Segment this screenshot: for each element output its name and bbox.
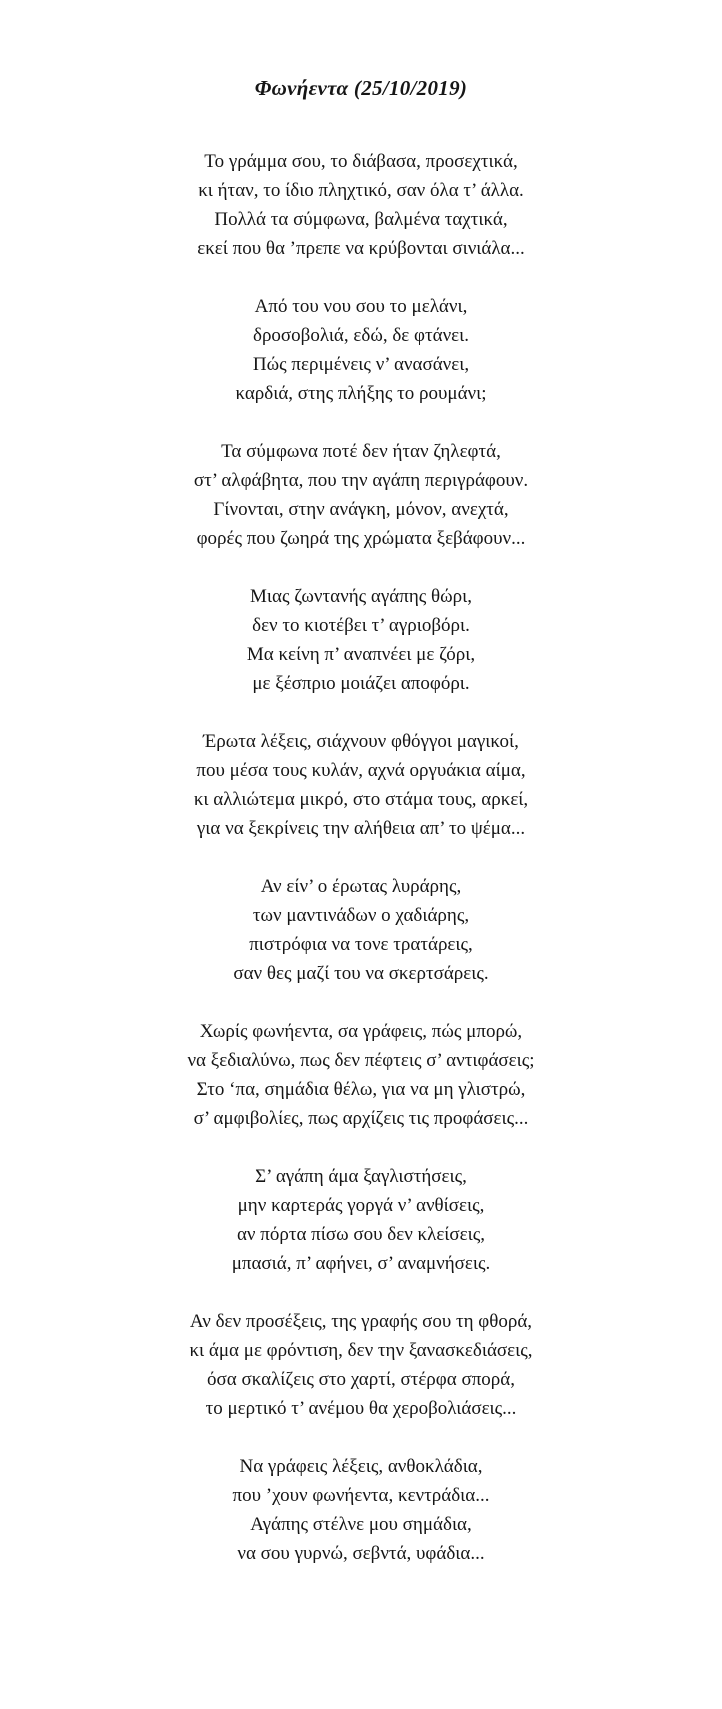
poem-line: που μέσα τους κυλάν, αχνά οργυάκια αίμα, (196, 760, 526, 781)
poem-line: με ξέσπριο μοιάζει αποφόρι. (252, 673, 470, 694)
stanza-7 (0, 1017, 722, 1133)
poem-line: δροσοβολιά, εδώ, δε φτάνει. (253, 325, 469, 346)
poem-line: Από του νου σου το μελάνι, (254, 296, 468, 317)
stanza-6 (0, 872, 722, 988)
poem-line: κι ήταν, το ίδιο πληχτικό, σαν όλα τ’ άλλα. (198, 180, 524, 201)
poem-line: Έρωτα λέξεις, σιάχνουν φθόγγοι μαγικοί, (203, 731, 519, 752)
poem-line: Γίνονται, στην ανάγκη, μόνον, ανεχτά, (213, 499, 509, 520)
stanza-10 (0, 1452, 722, 1568)
poem-line: μην καρτεράς γοργά ν’ ανθίσεις, (237, 1195, 485, 1216)
stanza-2 (0, 292, 722, 408)
poem-line: κι αλλιώτεμα μικρό, στο στάμα τους, αρκεί, (193, 789, 529, 810)
poem-line: μπασιά, π’ αφήνει, σ’ αναμνήσεις. (231, 1253, 491, 1274)
poem-line: Αν δεν προσέξεις, της γραφής σου τη φθορά, (189, 1311, 533, 1332)
poem-line: φορές που ζωηρά της χρώματα ξεβάφουν... (196, 528, 526, 549)
poem-line: Αγάπης στέλνε μου σημάδια, (250, 1514, 472, 1535)
stanza-3 (0, 437, 722, 553)
poem-line: Στο ‘πα, σημάδια θέλω, για να μη γλιστρώ, (196, 1079, 526, 1100)
poem-title: Φωνήεντα (25/10/2019) (254, 76, 468, 100)
poem-line: για να ξεκρίνεις την αλήθεια απ’ το ψέμα... (196, 818, 526, 839)
poem-line: σαν θες μαζί του να σκερτσάρεις. (233, 963, 489, 984)
poem-line: δεν το κιοτέβει τ’ αγριοβόρι. (252, 615, 470, 636)
poem-line: Τα σύμφωνα ποτέ δεν ήταν ζηλεφτά, (221, 441, 501, 462)
poem-line: αν πόρτα πίσω σου δεν κλείσεις, (236, 1224, 486, 1245)
poem-line: το μερτικό τ’ ανέμου θα χεροβολιάσεις... (205, 1398, 517, 1419)
poem-line: Σ’ αγάπη άμα ξαγλιστήσεις, (255, 1166, 467, 1187)
stanza-8 (0, 1162, 722, 1278)
poem-line: στ’ αλφάβητα, που την αγάπη περιγράφουν. (193, 470, 529, 491)
poem-line: Μα κείνη π’ αναπνέει με ζόρι, (246, 644, 476, 665)
stanza-9 (0, 1307, 722, 1423)
poem-line: πιστρόφια να τονε τρατάρεις, (249, 934, 473, 955)
poem-line: Να γράφεις λέξεις, ανθοκλάδια, (239, 1456, 483, 1477)
poem-line: να σου γυρνώ, σεβντά, υφάδια... (237, 1543, 485, 1564)
poem-line: σ’ αμφιβολίες, πως αρχίζεις τις προφάσεις... (193, 1108, 529, 1129)
poem-line: κι άμα με φρόντιση, δεν την ξανασκεδιάσεις, (189, 1340, 533, 1361)
poem-line: καρδιά, στης πλήξης το ρουμάνι; (235, 383, 487, 404)
stanza-4 (0, 582, 722, 698)
stanza-5 (0, 727, 722, 843)
poem-line: να ξεδιαλύνω, πως δεν πέφτεις σ’ αντιφάσεις; (187, 1050, 535, 1071)
poem-line: Πολλά τα σύμφωνα, βαλμένα ταχτικά, (214, 209, 508, 230)
poem-line: εκεί που θα ’πρεπε να κρύβονται σινιάλα... (197, 238, 525, 259)
poem-line: των μαντινάδων ο χαδιάρης, (252, 905, 470, 926)
poem-line: που ’χουν φωνήεντα, κεντράδια... (232, 1485, 490, 1506)
poem-line: Μιας ζωντανής αγάπης θώρι, (250, 586, 472, 607)
poem-line: Χωρίς φωνήεντα, σα γράφεις, πώς μπορώ, (199, 1021, 523, 1042)
poem-line: Πώς περιμένεις ν’ ανασάνει, (252, 354, 470, 375)
poem-line: όσα σκαλίζεις στο χαρτί, στέρφα σπορά, (207, 1369, 515, 1390)
poem-line: Αν είν’ ο έρωτας λυράρης, (260, 876, 462, 897)
poem-line: Το γράμμα σου, το διάβασα, προσεχτικά, (204, 151, 518, 172)
stanza-1 (0, 147, 722, 263)
